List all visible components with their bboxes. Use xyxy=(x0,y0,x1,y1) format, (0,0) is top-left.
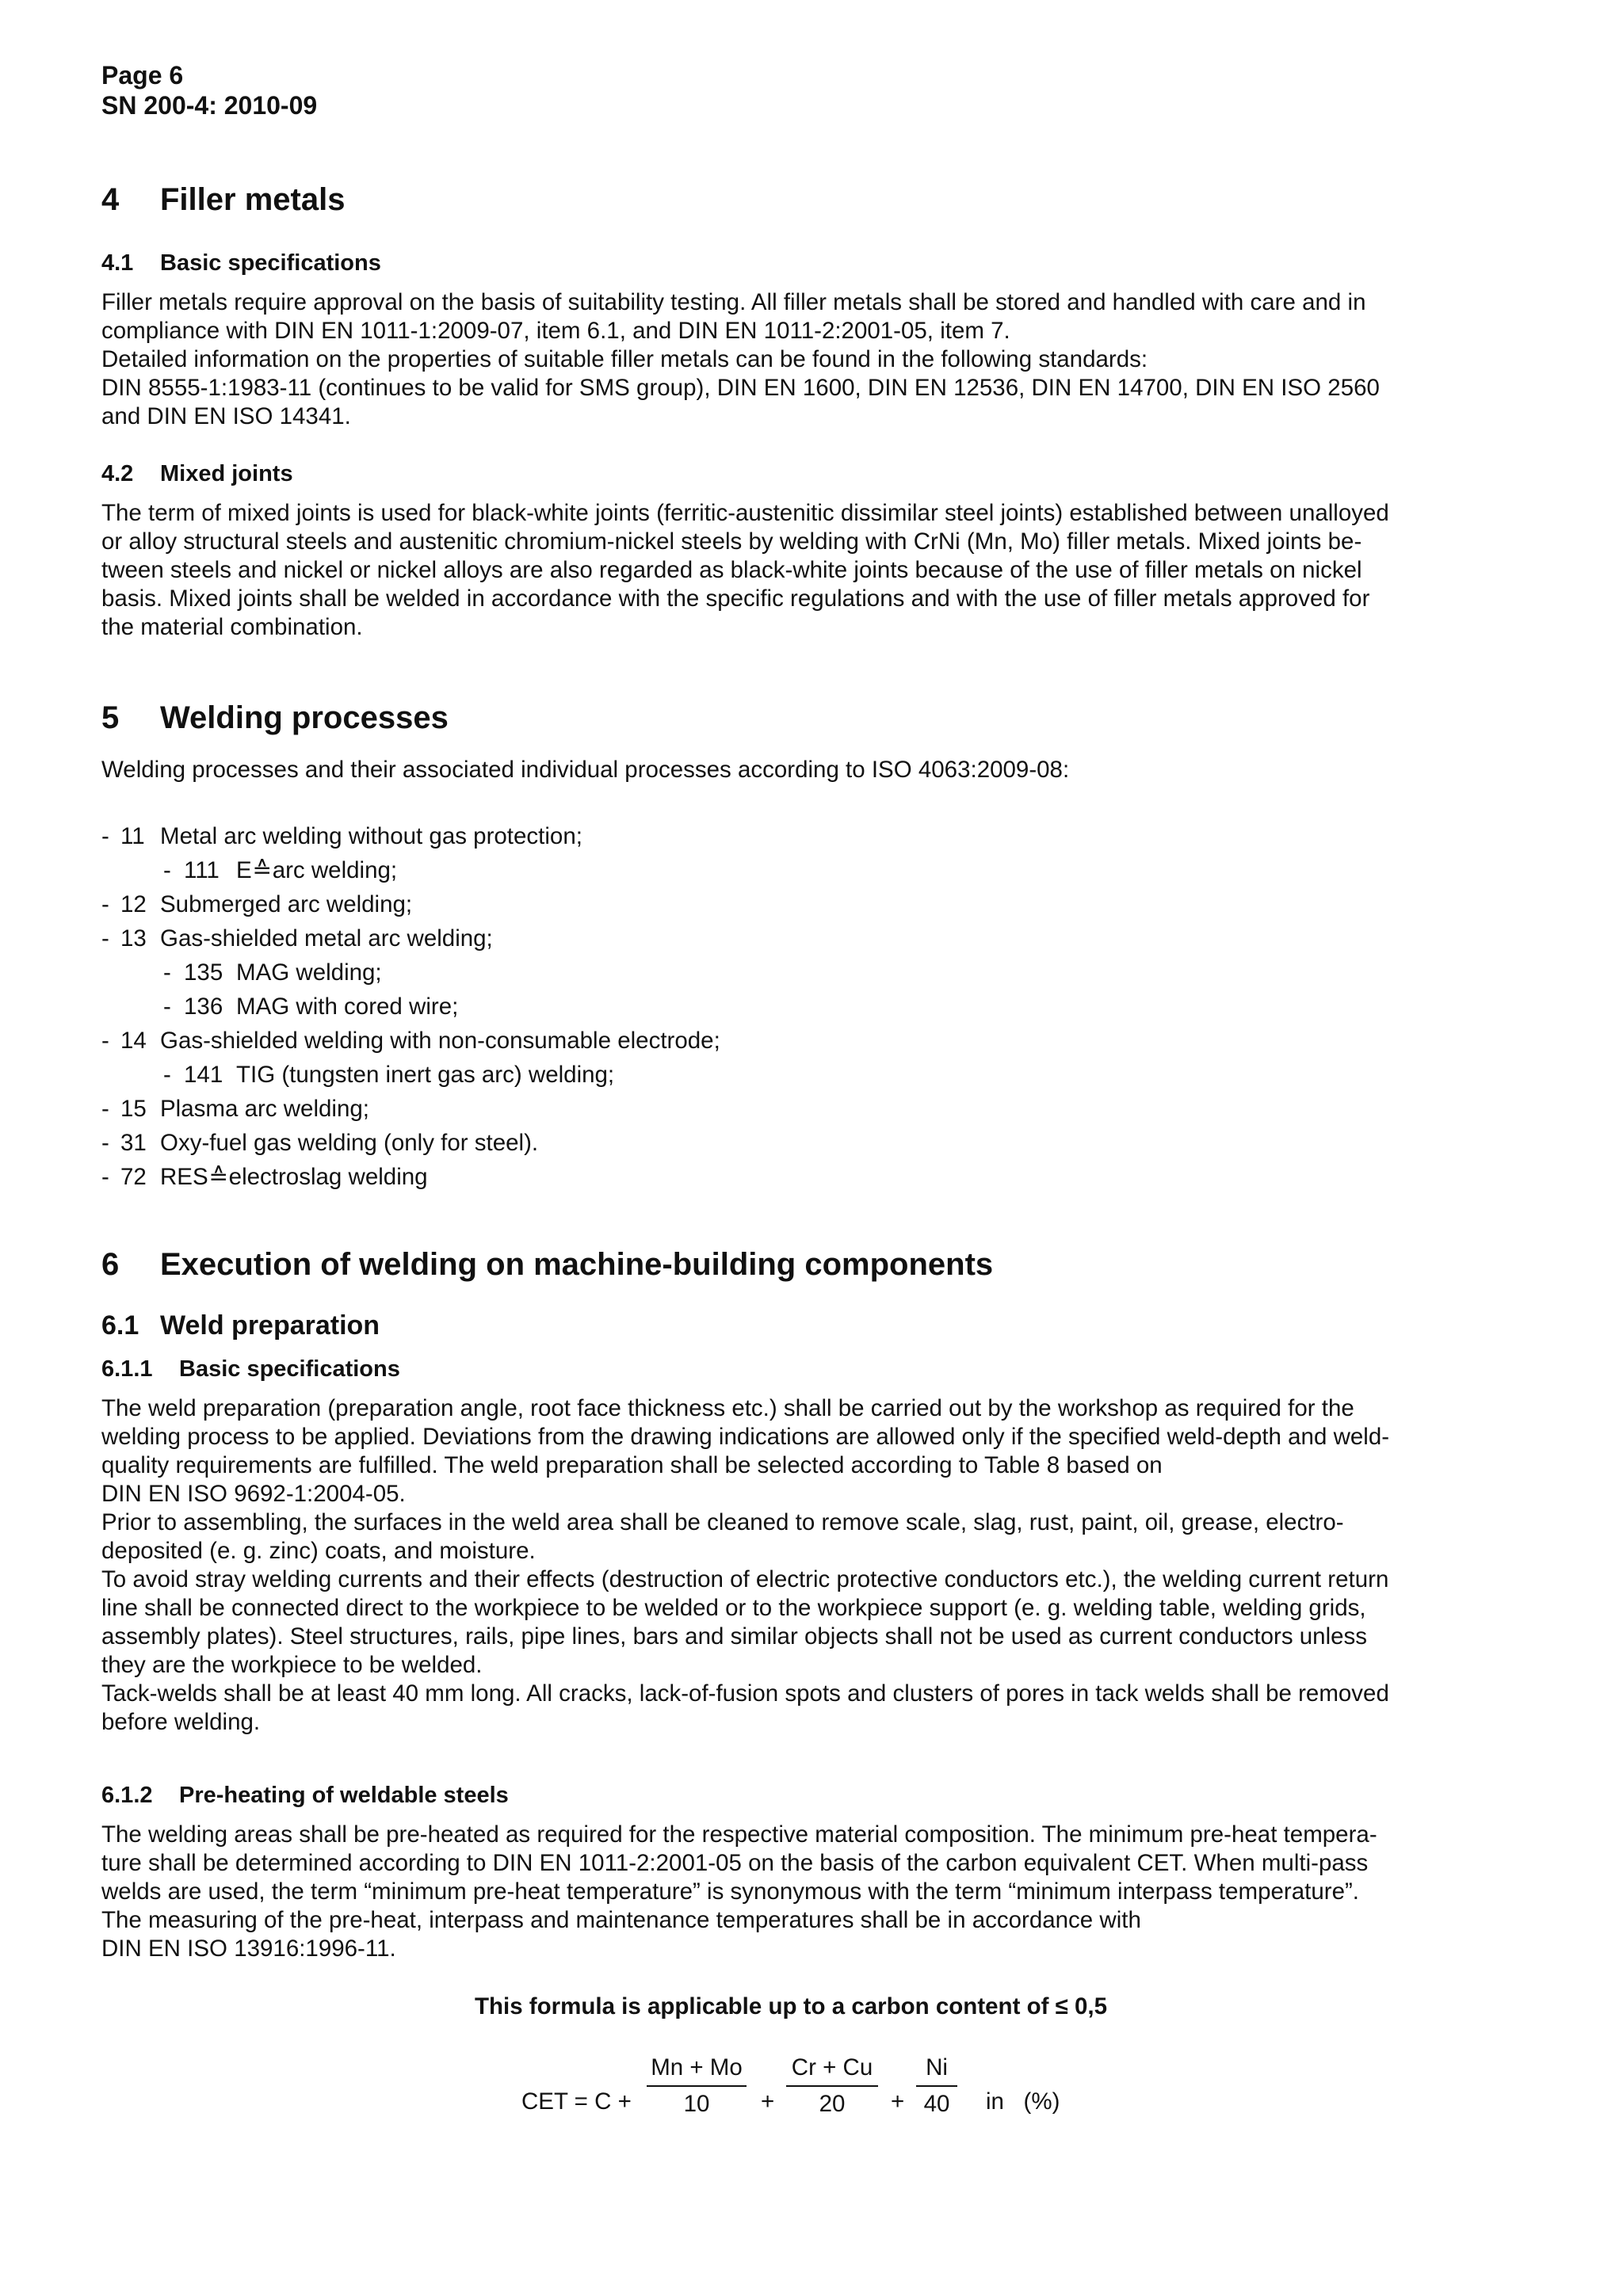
plus-sign: + xyxy=(891,2088,905,2115)
section-4-2-body xyxy=(101,499,1480,642)
plus-sign: + xyxy=(761,2088,775,2115)
section-number: 6 xyxy=(101,1247,120,1282)
text-line: before welding. xyxy=(101,1709,261,1735)
corresponds-symbol: ≙ xyxy=(208,1164,229,1190)
text-line: basis. Mixed joints shall be welded in accordance with the specific regulations and with the use of filler metals approved for xyxy=(101,585,1370,612)
text-line: DIN EN ISO 13916:1996-11. xyxy=(101,1936,396,1962)
list-item: - 13 Gas-shielded metal arc welding; xyxy=(101,925,493,952)
section-number: 6.1.2 xyxy=(101,1783,153,1808)
section-4-2-heading xyxy=(101,460,293,488)
text-line: quality requirements are fulfilled. The weld preparation shall be selected according to Table 8 based on xyxy=(101,1452,1163,1478)
formula-title: This formula is applicable up to a carbon content of ≤ 0,5 xyxy=(474,1993,1108,2019)
section-title: Basic specifications xyxy=(160,250,381,276)
text-line: tween steels and nickel or nickel alloys are also regarded as black-white joints because of the use of filler metals on nickel xyxy=(101,557,1362,583)
text-line: and DIN EN ISO 14341. xyxy=(101,403,351,429)
text-line: The term of mixed joints is used for black-white joints (ferritic-austenitic dissimilar steel joints) established between unalloyed xyxy=(101,500,1389,526)
section-number: 4 xyxy=(101,182,120,217)
text-line: line shall be connected direct to the workpiece to be welded or to the workpiece support (e. g. welding table, welding grids, xyxy=(101,1595,1366,1621)
section-title: Welding processes xyxy=(160,700,449,735)
corresponds-symbol: ≙ xyxy=(252,857,273,883)
text-line: compliance with DIN EN 1011-1:2009-07, item 6.1, and DIN EN 1011-2:2001-05, item 7. xyxy=(101,318,1010,344)
section-6-heading xyxy=(101,1245,993,1283)
section-title: Basic specifications xyxy=(179,1356,400,1382)
section-6-1-heading xyxy=(101,1309,380,1342)
fraction-mn-mo: Mn + Mo 10 xyxy=(647,2054,747,2119)
list-item: - 72 RES ≙ electroslag welding xyxy=(101,1160,720,1194)
page-number: Page 6 xyxy=(101,61,184,90)
text-line: The weld preparation (preparation angle, root face thickness etc.) shall be carried out by the workshop as required for the xyxy=(101,1395,1354,1421)
cet-formula xyxy=(101,2036,1480,2179)
text-line: ture shall be determined according to DIN EN 1011-2:2001-05 on the basis of the carbon equivalent CET. When multi-pass xyxy=(101,1850,1369,1876)
list-item: - 141 TIG (tungsten inert gas arc) welding; xyxy=(163,1062,615,1088)
text-line: Filler metals require approval on the basis of suitability testing. All filler metals shall be stored and handled with care and in xyxy=(101,289,1366,315)
list-item: - 11 Metal arc welding without gas protection; xyxy=(101,823,582,849)
text-line: The welding areas shall be pre-heated as required for the respective material composition. The minimum pre-heat tempera- xyxy=(101,1821,1377,1848)
document-id: SN 200-4: 2010-09 xyxy=(101,91,318,120)
text-line: The measuring of the pre-heat, interpass and maintenance temperatures shall be in accordance with xyxy=(101,1907,1141,1933)
text-line: welding process to be applied. Deviations from the drawing indications are allowed only if the specified weld-depth and weld- xyxy=(101,1424,1390,1450)
page-header xyxy=(101,60,317,120)
formula-lhs: CET = C + xyxy=(521,2088,632,2115)
text-line: the material combination. xyxy=(101,614,363,640)
text-line: deposited (e. g. zinc) coats, and moisture. xyxy=(101,1538,536,1564)
section-4-1-heading xyxy=(101,249,381,277)
text-line: they are the workpiece to be welded. xyxy=(101,1652,483,1678)
text-line: assembly plates). Steel structures, rails, pipe lines, bars and similar objects shall not be used as current conductors unless xyxy=(101,1623,1368,1650)
section-title: Pre-heating of weldable steels xyxy=(179,1783,509,1808)
section-6-1-2-body xyxy=(101,1821,1480,1963)
section-5-intro: Welding processes and their associated individual processes according to ISO 4063:2009-08: xyxy=(101,757,1070,783)
text-line: DIN EN ISO 9692-1:2004-05. xyxy=(101,1481,406,1507)
section-5-heading xyxy=(101,699,449,737)
list-item: - 136 MAG with cored wire; xyxy=(163,994,459,1020)
section-4-heading xyxy=(101,181,345,219)
section-title: Mixed joints xyxy=(160,461,293,486)
list-item: - 14 Gas-shielded welding with non-consumable electrode; xyxy=(101,1028,720,1054)
list-item: - 31 Oxy-fuel gas welding (only for steel). xyxy=(101,1130,539,1156)
text-line: welds are used, the term “minimum pre-heat temperature” is synonymous with the term “minimum interpass temperature”. xyxy=(101,1878,1360,1905)
section-number: 4.1 xyxy=(101,250,134,276)
list-item: - 135 MAG welding; xyxy=(163,959,382,986)
text-line: Prior to assembling, the surfaces in the weld area shall be cleaned to remove scale, slag, rust, paint, oil, grease, electro- xyxy=(101,1509,1344,1535)
fraction-cr-cu: Cr + Cu 20 xyxy=(786,2054,878,2119)
section-number: 5 xyxy=(101,700,120,735)
text-line: or alloy structural steels and austenitic chromium-nickel steels by welding with CrNi (Mn, Mo) filler metals. Mixed joints be- xyxy=(101,528,1362,555)
list-item: - 15 Plasma arc welding; xyxy=(101,1096,369,1122)
section-6-1-2-heading xyxy=(101,1781,509,1810)
text-line: DIN 8555-1:1983-11 (continues to be valid for SMS group), DIN EN 1600, DIN EN 12536, DIN EN 14700, DIN EN ISO 2560 xyxy=(101,375,1380,401)
text-line: Detailed information on the properties of suitable filler metals can be found in the following standards: xyxy=(101,346,1148,372)
section-6-1-1-body xyxy=(101,1394,1480,1737)
section-title: Filler metals xyxy=(160,182,346,217)
section-title: Weld preparation xyxy=(160,1310,380,1341)
section-title: Execution of welding on machine-building components xyxy=(160,1247,994,1282)
list-item: - 111 E ≙ arc welding; xyxy=(101,853,720,887)
text-line: Tack-welds shall be at least 40 mm long. All cracks, lack-of-fusion spots and clusters of pores in tack welds shall be removed xyxy=(101,1680,1389,1707)
welding-process-list xyxy=(101,819,720,1194)
section-4-1-body xyxy=(101,288,1480,431)
section-number: 4.2 xyxy=(101,461,134,486)
fraction-ni: Ni 40 xyxy=(916,2054,957,2119)
text-line: To avoid stray welding currents and their effects (destruction of electric protective conductors etc.), the welding current return xyxy=(101,1566,1389,1592)
section-number: 6.1.1 xyxy=(101,1356,153,1382)
section-6-1-1-heading xyxy=(101,1355,400,1383)
list-item: - 12 Submerged arc welding; xyxy=(101,891,413,917)
section-number: 6.1 xyxy=(101,1310,139,1341)
formula-unit: in (%) xyxy=(986,2088,1060,2115)
